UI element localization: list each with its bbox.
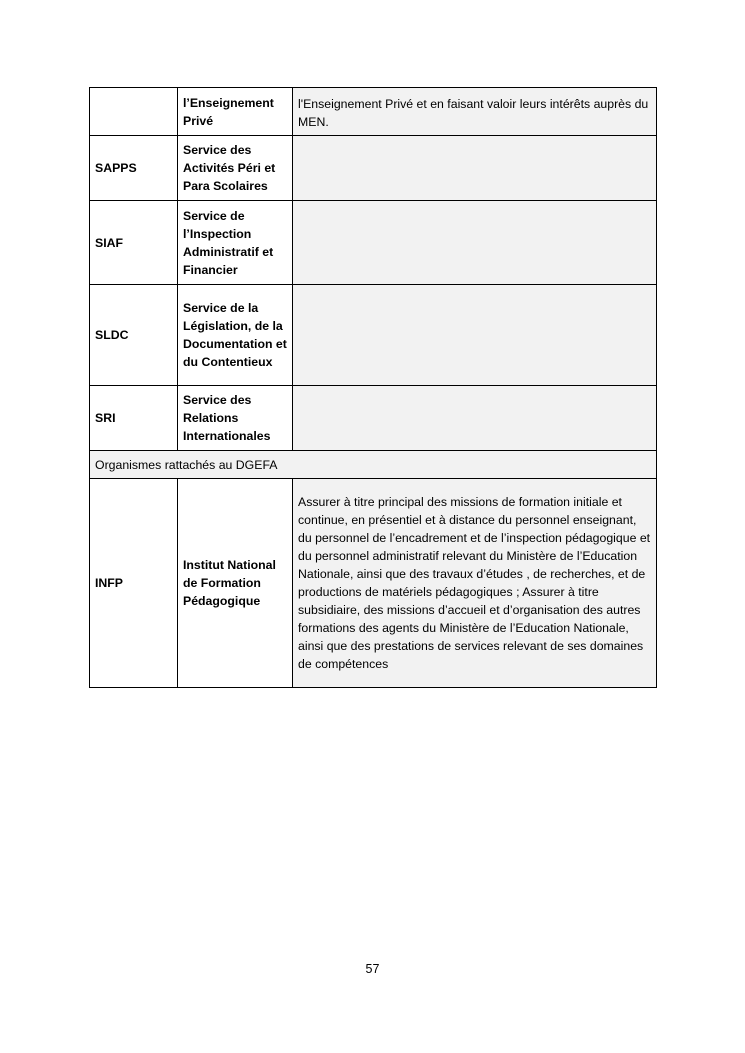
service-name-cell: l’Enseignement Privé xyxy=(178,88,293,136)
acronym-cell: SAPPS xyxy=(90,136,178,201)
acronym-cell xyxy=(90,88,178,136)
table-row xyxy=(90,136,657,201)
acronym-cell: INFP xyxy=(90,479,178,688)
acronym-cell: SLDC xyxy=(90,285,178,386)
table-row xyxy=(90,285,657,386)
table-row xyxy=(90,88,657,136)
page-number: 57 xyxy=(365,962,380,976)
service-name-cell: Service des Activités Péri et Para Scolaires xyxy=(178,136,293,201)
mission-cell xyxy=(293,285,657,386)
mission-cell xyxy=(293,136,657,201)
organization-table xyxy=(89,87,657,688)
service-name-cell: Service de l’Inspection Administratif et Financier xyxy=(178,201,293,285)
service-name-cell: Service de la Législation, de la Documentation et du Contentieux xyxy=(178,285,293,386)
service-name-cell: Service des Relations Internationales xyxy=(178,386,293,451)
mission-cell xyxy=(293,386,657,451)
section-header-row xyxy=(90,451,657,479)
table-row xyxy=(90,386,657,451)
acronym-cell: SIAF xyxy=(90,201,178,285)
section-header: Organismes rattachés au DGEFA xyxy=(90,451,657,479)
table-row xyxy=(90,479,657,688)
service-name-cell: Institut National de Formation Pédagogique xyxy=(178,479,293,688)
mission-cell xyxy=(293,201,657,285)
mission-cell: l'Enseignement Privé et en faisant valoir leurs intérêts auprès du MEN. xyxy=(293,88,657,136)
mission-cell: Assurer à titre principal des missions de formation initiale et continue, en présentiel et à distance du personnel enseignant, du personnel de l’encadrement et de l’inspection pédagogique et du personnel administratif relevant du Ministère de l’Education Nationale, ainsi que des travaux d’études , de recherches, et de productions de matériels pédagogiques ; Assurer à titre subsidiaire, des missions d’accueil et d’organisation des autres formations des agents du Ministère de l’Education Nationale, ainsi que des prestations de services relevant de ses domaines de compétences xyxy=(293,479,657,688)
table-row xyxy=(90,201,657,285)
acronym-cell: SRI xyxy=(90,386,178,451)
